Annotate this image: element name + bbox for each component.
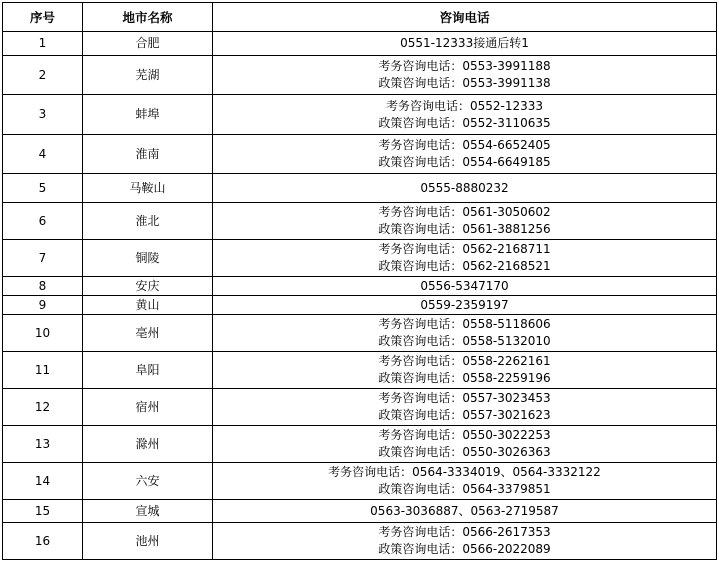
phone-line: 0551-12333接通后转1 (400, 36, 529, 50)
phone-line: 政策咨询电话：0557-3021623 (378, 408, 551, 422)
table-row (3, 523, 717, 560)
phone-line: 政策咨询电话：0564-3379851 (378, 482, 551, 496)
cell-phone (213, 426, 717, 463)
cell-phone (213, 203, 717, 240)
phone-line: 考务咨询电话：0552-12333 (385, 98, 544, 113)
cell-index: 6 (3, 203, 83, 240)
cell-city: 淮北 (83, 203, 213, 240)
cell-index: 14 (3, 463, 83, 500)
phone-line: 政策咨询电话：0561-3881256 (378, 222, 551, 236)
table-body (3, 32, 717, 560)
cell-city: 淮南 (83, 135, 213, 174)
cell-phone (213, 296, 717, 315)
phone-line: 考务咨询电话：0558-2262161 (378, 354, 551, 368)
table-row (3, 277, 717, 296)
cell-phone (213, 463, 717, 500)
table-row (3, 315, 717, 352)
consultation-phone-table (2, 2, 717, 560)
phone-line: 政策咨询电话：0554-6649185 (378, 155, 551, 169)
cell-index: 13 (3, 426, 83, 463)
cell-city: 铜陵 (83, 240, 213, 277)
cell-index: 8 (3, 277, 83, 296)
table-row (3, 500, 717, 523)
cell-city: 安庆 (83, 277, 213, 296)
cell-index: 7 (3, 240, 83, 277)
table-row (3, 56, 717, 95)
cell-phone (213, 32, 717, 56)
cell-phone (213, 135, 717, 174)
phone-line: 0559-2359197 (420, 297, 509, 312)
header-city: 地市名称 (83, 3, 213, 32)
cell-city: 宣城 (83, 500, 213, 523)
phone-line: 0563-3036887、0563-2719587 (370, 503, 559, 518)
table-row (3, 352, 717, 389)
cell-phone (213, 315, 717, 352)
cell-city: 阜阳 (83, 352, 213, 389)
table-row (3, 296, 717, 315)
cell-city: 蚌埠 (83, 95, 213, 135)
table-row (3, 95, 717, 135)
cell-city: 六安 (83, 463, 213, 500)
cell-index: 5 (3, 174, 83, 203)
cell-city: 合肥 (83, 32, 213, 56)
table-row (3, 240, 717, 277)
phone-line: 考务咨询电话：0557-3023453 (378, 391, 551, 405)
phone-line: 政策咨询电话：0550-3026363 (378, 445, 551, 459)
table-row (3, 32, 717, 56)
cell-index: 3 (3, 95, 83, 135)
cell-index: 11 (3, 352, 83, 389)
cell-city: 黄山 (83, 296, 213, 315)
header-phone: 咨询电话 (213, 3, 717, 32)
cell-city: 芜湖 (83, 56, 213, 95)
table-row (3, 174, 717, 203)
table-row (3, 389, 717, 426)
cell-index: 10 (3, 315, 83, 352)
cell-phone (213, 500, 717, 523)
cell-phone (213, 389, 717, 426)
cell-index: 1 (3, 32, 83, 56)
cell-phone (213, 174, 717, 203)
cell-phone (213, 56, 717, 95)
cell-phone (213, 277, 717, 296)
phone-line: 考务咨询电话：0562-2168711 (378, 242, 551, 256)
cell-index: 4 (3, 135, 83, 174)
cell-city: 亳州 (83, 315, 213, 352)
cell-city: 马鞍山 (83, 174, 213, 203)
cell-phone (213, 240, 717, 277)
phone-line: 考务咨询电话：0550-3022253 (378, 428, 551, 442)
phone-line: 0555-8880232 (420, 180, 509, 195)
table-row (3, 203, 717, 240)
phone-line: 考务咨询电话：0554-6652405 (378, 138, 551, 152)
table-row (3, 463, 717, 500)
phone-line: 考务咨询电话：0561-3050602 (378, 205, 551, 219)
phone-line: 政策咨询电话：0566-2022089 (378, 542, 551, 556)
cell-index: 2 (3, 56, 83, 95)
phone-line: 政策咨询电话：0562-2168521 (378, 259, 551, 273)
cell-city: 宿州 (83, 389, 213, 426)
table-header-row (3, 3, 717, 32)
phone-line: 政策咨询电话：0558-2259196 (378, 371, 551, 385)
phone-line: 0556-5347170 (420, 278, 509, 293)
phone-line: 考务咨询电话：0566-2617353 (378, 525, 551, 539)
phone-line: 考务咨询电话：0553-3991188 (378, 59, 551, 73)
consultation-table-container (2, 2, 717, 560)
table-row (3, 426, 717, 463)
table-row (3, 135, 717, 174)
cell-phone (213, 95, 717, 135)
cell-index: 12 (3, 389, 83, 426)
cell-index: 9 (3, 296, 83, 315)
phone-line: 考务咨询电话：0558-5118606 (378, 317, 551, 331)
cell-phone (213, 352, 717, 389)
cell-city: 滁州 (83, 426, 213, 463)
phone-line: 政策咨询电话：0558-5132010 (378, 334, 551, 348)
cell-phone (213, 523, 717, 560)
phone-line: 政策咨询电话：0552-3110635 (378, 115, 551, 130)
phone-line: 考务咨询电话：0564-3334019、0564-3332122 (328, 465, 601, 479)
header-index: 序号 (3, 3, 83, 32)
cell-index: 16 (3, 523, 83, 560)
cell-city: 池州 (83, 523, 213, 560)
phone-line: 政策咨询电话：0553-3991138 (378, 76, 551, 90)
cell-index: 15 (3, 500, 83, 523)
